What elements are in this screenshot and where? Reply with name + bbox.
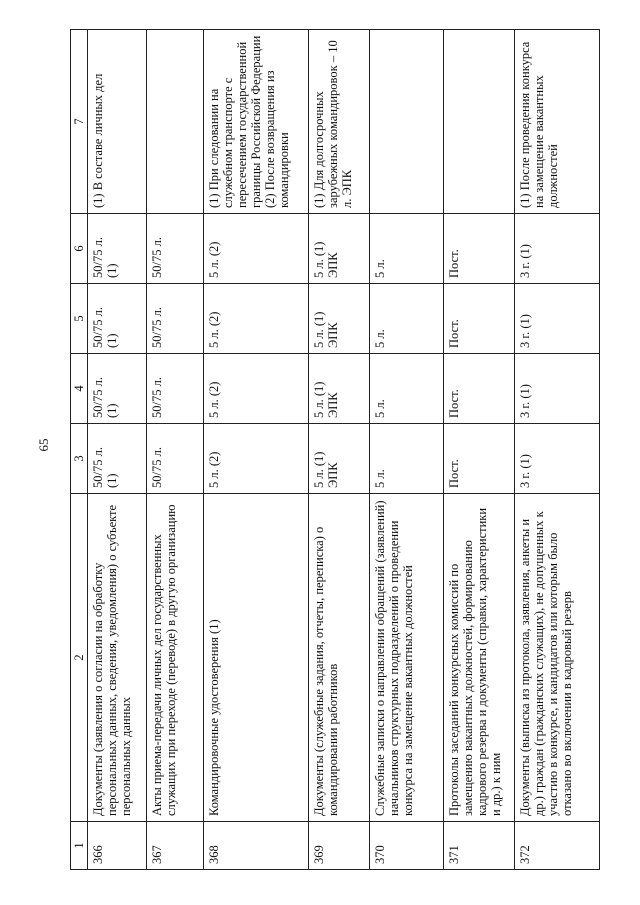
- retention-col-4: 5 л. (1) ЭПК: [309, 354, 370, 424]
- row-number: 372: [514, 822, 599, 870]
- row-description: Служебные записки о направлении обращений (заявлений) начальников структурных подразделений о проведении конкурса на замещение вакантных должностей: [370, 494, 443, 822]
- row-note: [370, 30, 443, 214]
- retention-col-6: Пост.: [443, 214, 514, 284]
- row-number: 370: [370, 822, 443, 870]
- row-description: Командировочные удостоверения (1): [203, 494, 309, 822]
- retention-col-3: 3 г. (1): [514, 424, 599, 494]
- retention-col-5: 5 л. (2): [203, 284, 309, 354]
- retention-col-4: Пост.: [443, 354, 514, 424]
- retention-col-6: 5 л. (2): [203, 214, 309, 284]
- retention-col-4: 3 г. (1): [514, 354, 599, 424]
- row-number: 368: [203, 822, 309, 870]
- row-note: [146, 30, 203, 214]
- table-row: [514, 30, 599, 870]
- column-header-2: 2: [71, 494, 88, 822]
- retention-col-6: 5 л.: [370, 214, 443, 284]
- page-number: 65: [36, 438, 51, 452]
- column-header-1: 1: [71, 822, 88, 870]
- table-header-row: [71, 30, 88, 870]
- row-note: (1) После проведения конкурса на замещение вакантных должностей: [514, 30, 599, 214]
- retention-col-3: Пост.: [443, 424, 514, 494]
- records-retention-table: [70, 29, 600, 870]
- retention-col-6: 50/75 л.: [146, 214, 203, 284]
- column-header-4: 4: [71, 354, 88, 424]
- row-note: [443, 30, 514, 214]
- column-header-6: 6: [71, 214, 88, 284]
- retention-col-6: 5 л. (1) ЭПК: [309, 214, 370, 284]
- row-number: 371: [443, 822, 514, 870]
- retention-col-5: 50/75 л. (1): [88, 284, 147, 354]
- column-header-5: 5: [71, 284, 88, 354]
- row-description: Документы (заявления о согласии на обработку персональных данных, сведения, уведомления) о субъекте персональных данных: [88, 494, 147, 822]
- row-number: 369: [309, 822, 370, 870]
- table-row: [203, 30, 309, 870]
- table-row: [443, 30, 514, 870]
- row-number: 367: [146, 822, 203, 870]
- column-header-7: 7: [71, 30, 88, 214]
- retention-col-3: 5 л. (2): [203, 424, 309, 494]
- retention-col-6: 50/75 л. (1): [88, 214, 147, 284]
- row-number: 366: [88, 822, 147, 870]
- row-description: Протоколы заседаний конкурсных комиссий по замещению вакантных должностей, формированию кадрового резерва и документы (справки, характеристики и др.) к ним: [443, 494, 514, 822]
- retention-col-5: Пост.: [443, 284, 514, 354]
- row-note: (1) В составе личных дел: [88, 30, 147, 214]
- rotated-page-content: [70, 30, 600, 870]
- row-note: (1) При следовании на служебном транспорте с пересечением государственной границы Российской Федерации (2) После возвращения из командировки: [203, 30, 309, 214]
- row-note: (1) Для долгосрочных зарубежных командировок – 10 л. ЭПК: [309, 30, 370, 214]
- table-row: [146, 30, 203, 870]
- retention-col-3: 5 л.: [370, 424, 443, 494]
- row-description: Документы (служебные задания, отчеты, переписка) о командировании работников: [309, 494, 370, 822]
- table-row: [370, 30, 443, 870]
- retention-col-5: 50/75 л.: [146, 284, 203, 354]
- table-row: [309, 30, 370, 870]
- retention-col-5: 5 л. (1) ЭПК: [309, 284, 370, 354]
- retention-col-5: 3 г. (1): [514, 284, 599, 354]
- retention-col-4: 50/75 л.: [146, 354, 203, 424]
- row-description: Акты приема-передачи личных дел государственных служащих при переходе (переводе) в другую организацию: [146, 494, 203, 822]
- retention-col-3: 5 л. (1) ЭПК: [309, 424, 370, 494]
- column-header-3: 3: [71, 424, 88, 494]
- retention-col-4: 50/75 л. (1): [88, 354, 147, 424]
- table-row: [88, 30, 147, 870]
- retention-col-3: 50/75 л. (1): [88, 424, 147, 494]
- retention-col-5: 5 л.: [370, 284, 443, 354]
- retention-col-4: 5 л. (2): [203, 354, 309, 424]
- row-description: Документы (выписка из протокола, заявления, анкеты и др.) граждан (гражданских служащих), не допущенных к участию в конкурсе, и кандидатов или которым было отказано во включении в кадровый резерв: [514, 494, 599, 822]
- retention-col-4: 5 л.: [370, 354, 443, 424]
- retention-col-6: 3 г. (1): [514, 214, 599, 284]
- retention-col-3: 50/75 л.: [146, 424, 203, 494]
